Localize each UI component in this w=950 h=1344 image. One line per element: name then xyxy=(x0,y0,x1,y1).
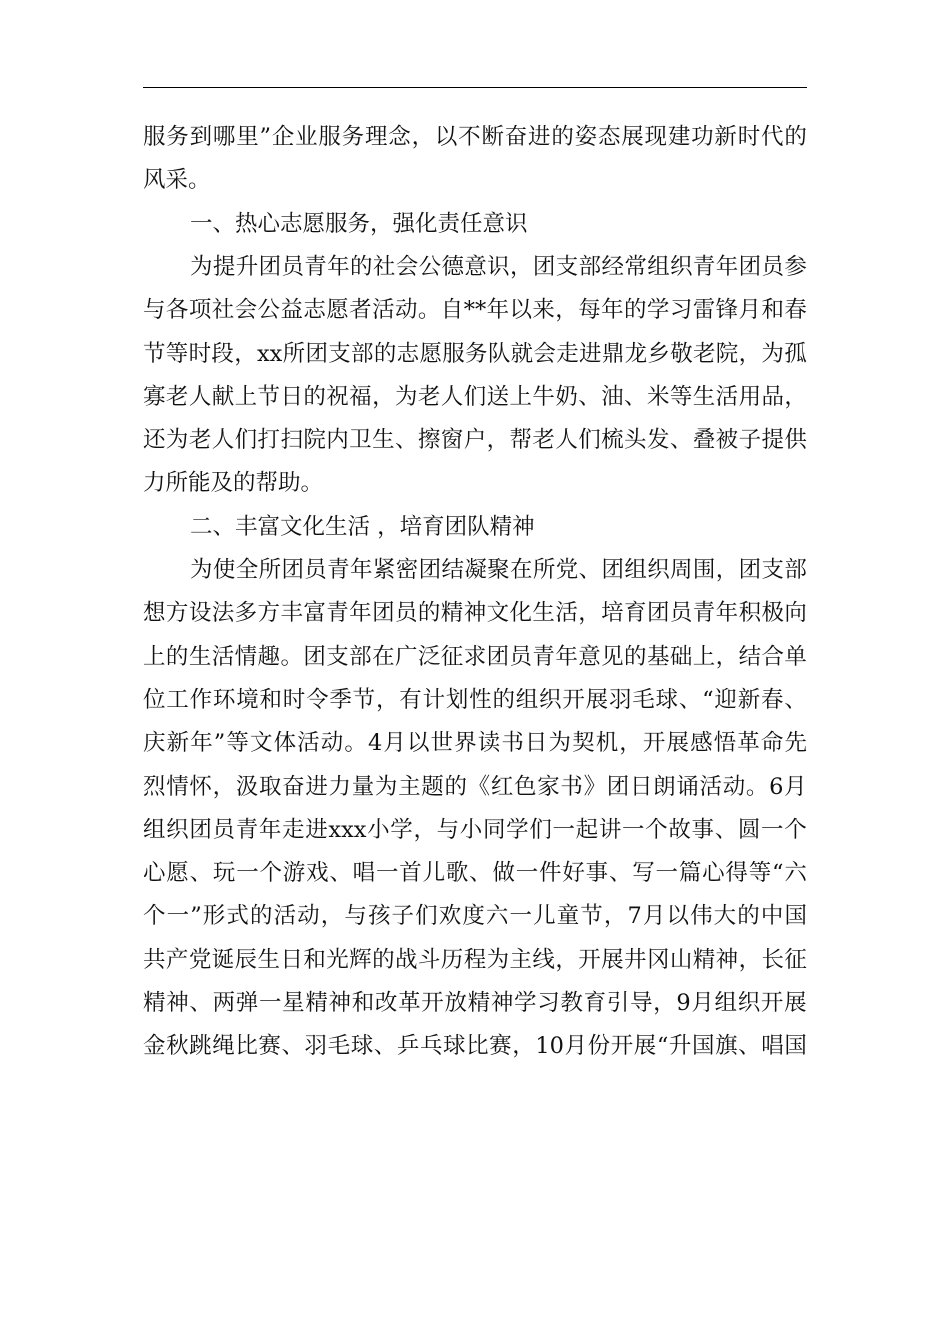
text-line: 位 工 作 环 境 和 时 令 季 节 ， 有 计 划 性 的 组 织 开 展 羽 毛 球 、 “ 迎 新 春 、 xyxy=(143,686,807,713)
text-line: 心 愿 、 玩 一 个 游 戏 、 唱 一 首 儿 歌 、 做 一 件 好 事 、 写 一 篇 心 得 等 “ 六 xyxy=(143,860,807,887)
text-line: 为 使 全 所 团 员 青 年 紧 密 团 结 凝 聚 在 所 党 、 团 组 织 周 围 ， 团 支 部 xyxy=(190,557,807,583)
text-line: 精 神 、 两 弹 一 星 精 神 和 改 革 开 放 精 神 学 习 教 育 引 导 ， 9 月 组 织 开 展 xyxy=(143,990,807,1016)
text-line: 烈 情 怀 ， 汲 取 奋 进 力 量 为 主 题 的 《 红 色 家 书 》 团 日 朗 诵 活 动 。 6 月 xyxy=(143,773,807,800)
text-line: 想 方 设 法 多 方 丰 富 青 年 团 员 的 精 神 文 化 生 活 ， 培 育 团 员 青 年 积 极 向 xyxy=(143,600,807,627)
text-line: 庆 新 年 ” 等 文 体 活 动 。 4 月 以 世 界 读 书 日 为 契 机 ， 开 展 感 悟 革 命 先 xyxy=(143,730,807,757)
text-line: 二、丰富文化生活 ，培育团队精神 xyxy=(190,513,535,540)
text-line: 寡 老 人 献 上 节 日 的 祝 福 ， 为 老 人 们 送 上 牛 奶 、 油 、 米 等 生 活 用 品 ， xyxy=(143,383,807,410)
text-line: 服 务 到 哪 里 ” 企 业 服 务 理 念 ， 以 不 断 奋 进 的 姿 态 展 现 建 功 新 时 代 的 xyxy=(143,124,807,150)
text-line: 金 秋 跳 绳 比 赛 、 羽 毛 球 、 乒 乓 球 比 赛 ， 10 月 份 开 展 “ 升 国 旗 、 唱 国 xyxy=(143,1033,807,1060)
text-line: 组 织 团 员 青 年 走 进 xxx 小 学 ， 与 小 同 学 们 一 起 讲 一 个 故 事 、 圆 一 个 xyxy=(143,816,807,843)
text-line: 一、热心志愿服务，强化责任意识 xyxy=(190,210,528,237)
text-line: 上 的 生 活 情 趣 。 团 支 部 在 广 泛 征 求 团 员 青 年 意 见 的 基 础 上 ， 结 合 单 xyxy=(143,643,807,670)
text-line: 节 等 时 段 ， xx 所 团 支 部 的 志 愿 服 务 队 就 会 走 进 鼎 龙 乡 敬 老 院 ， 为 孤 xyxy=(143,340,807,367)
text-line: 力所能及的帮助。 xyxy=(143,470,324,497)
text-line: 风采。 xyxy=(143,167,211,194)
header-rule xyxy=(143,87,807,88)
text-line: 为 提 升 团 员 青 年 的 社 会 公 德 意 识 ， 团 支 部 经 常 组 织 青 年 团 员 参 xyxy=(190,253,807,280)
text-line: 还 为 老 人 们 打 扫 院 内 卫 生 、 擦 窗 户 ， 帮 老 人 们 梳 头 发 、 叠 被 子 提 供 xyxy=(143,427,807,454)
text-line: 共 产 党 诞 辰 生 日 和 光 辉 的 战 斗 历 程 为 主 线 ， 开 展 井 冈 山 精 神 ， 长 征 xyxy=(143,946,807,973)
text-line: 个 一 ” 形 式 的 活 动 ， 与 孩 子 们 欢 度 六 一 儿 童 节 ， 7 月 以 伟 大 的 中 国 xyxy=(143,903,807,930)
text-line: 与 各 项 社 会 公 益 志 愿 者 活 动 。 自 ** 年 以 来 ， 每 年 的 学 习 雷 锋 月 和 春 xyxy=(143,297,807,324)
